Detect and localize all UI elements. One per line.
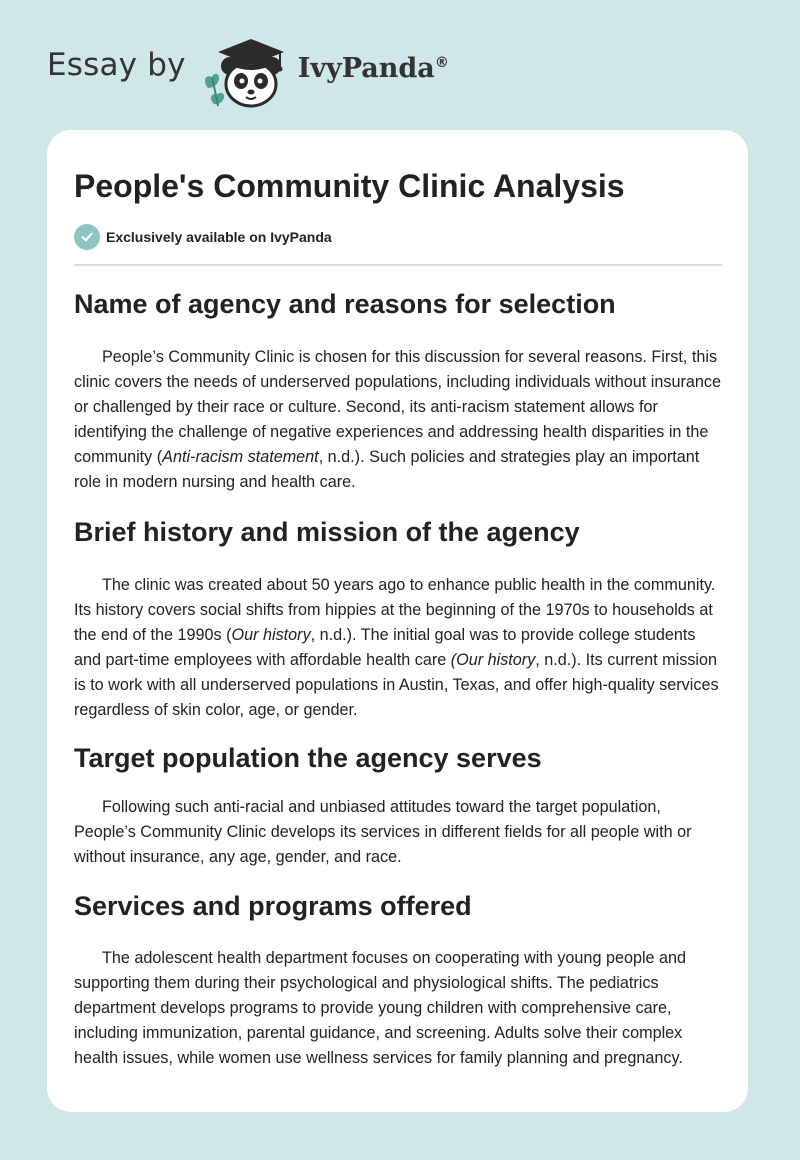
section-heading: Name of agency and reasons for selection <box>74 289 616 319</box>
essay-card <box>47 130 748 1112</box>
citation: Our history <box>231 626 311 644</box>
panda-graduate-logo[interactable] <box>200 30 296 110</box>
brand-header <box>47 30 449 110</box>
section-paragraph: The adolescent health department focuses on cooperating with young people and supporting them during their psychological and physiological shifts. The pediatrics department develops programs to provide young children with comprehensive care, including immunization, parental guidance, and screening. Adults solve their complex health issues, while women use wellness services for family planning and pregnancy. <box>74 949 687 1067</box>
section-agency-selection <box>74 288 721 495</box>
section-heading: Services and programs offered <box>74 891 472 921</box>
section-paragraph: Following such anti-racial and unbiased attitudes toward the target population, People’s Community Clinic develops its services in different fields for all people with or without insurance, any age, gender, and race. <box>74 798 692 866</box>
page-title: People's Community Clinic Analysis <box>74 168 625 204</box>
citation: Anti-racism statement <box>162 448 319 466</box>
section-history-mission <box>74 516 721 723</box>
section-paragraph: People’s Community Clinic is chosen for this discussion for several reasons. First, this clinic covers the needs of underserved populations, including individuals without insurance or challenged by their race or culture. Second, its anti-racism statement allows for identifying the challenge of negative experiences and addressing health disparities in the community (Anti-racism statement, n.d.). Such policies and strategies play an important role in modern nursing and health care. <box>74 348 721 491</box>
badge-label: Exclusively available on IvyPanda <box>106 229 332 245</box>
exclusive-badge <box>74 224 721 250</box>
section-heading: Brief history and mission of the agency <box>74 517 580 547</box>
divider <box>74 264 722 266</box>
section-paragraph: The clinic was created about 50 years ago to enhance public health in the community. Its history covers social shifts from hippies at the beginning of the 1970s to households at the end of the 1990s (Our history, n.d.). The initial goal was to provide college students and part-time employees with affordable health care (Our history, n.d.). Its current mission is to work with all underserved populations in Austin, Texas, and offer high-quality services regardless of skin color, age, or gender. <box>74 576 719 719</box>
brand-name: IvyPanda® <box>297 52 449 84</box>
citation: (Our history <box>450 651 536 669</box>
check-icon <box>74 224 100 250</box>
section-target-population <box>74 742 721 870</box>
section-services-programs <box>74 890 721 1071</box>
brand-prefix: Essay by <box>47 47 186 83</box>
section-heading: Target population the agency serves <box>74 743 542 773</box>
